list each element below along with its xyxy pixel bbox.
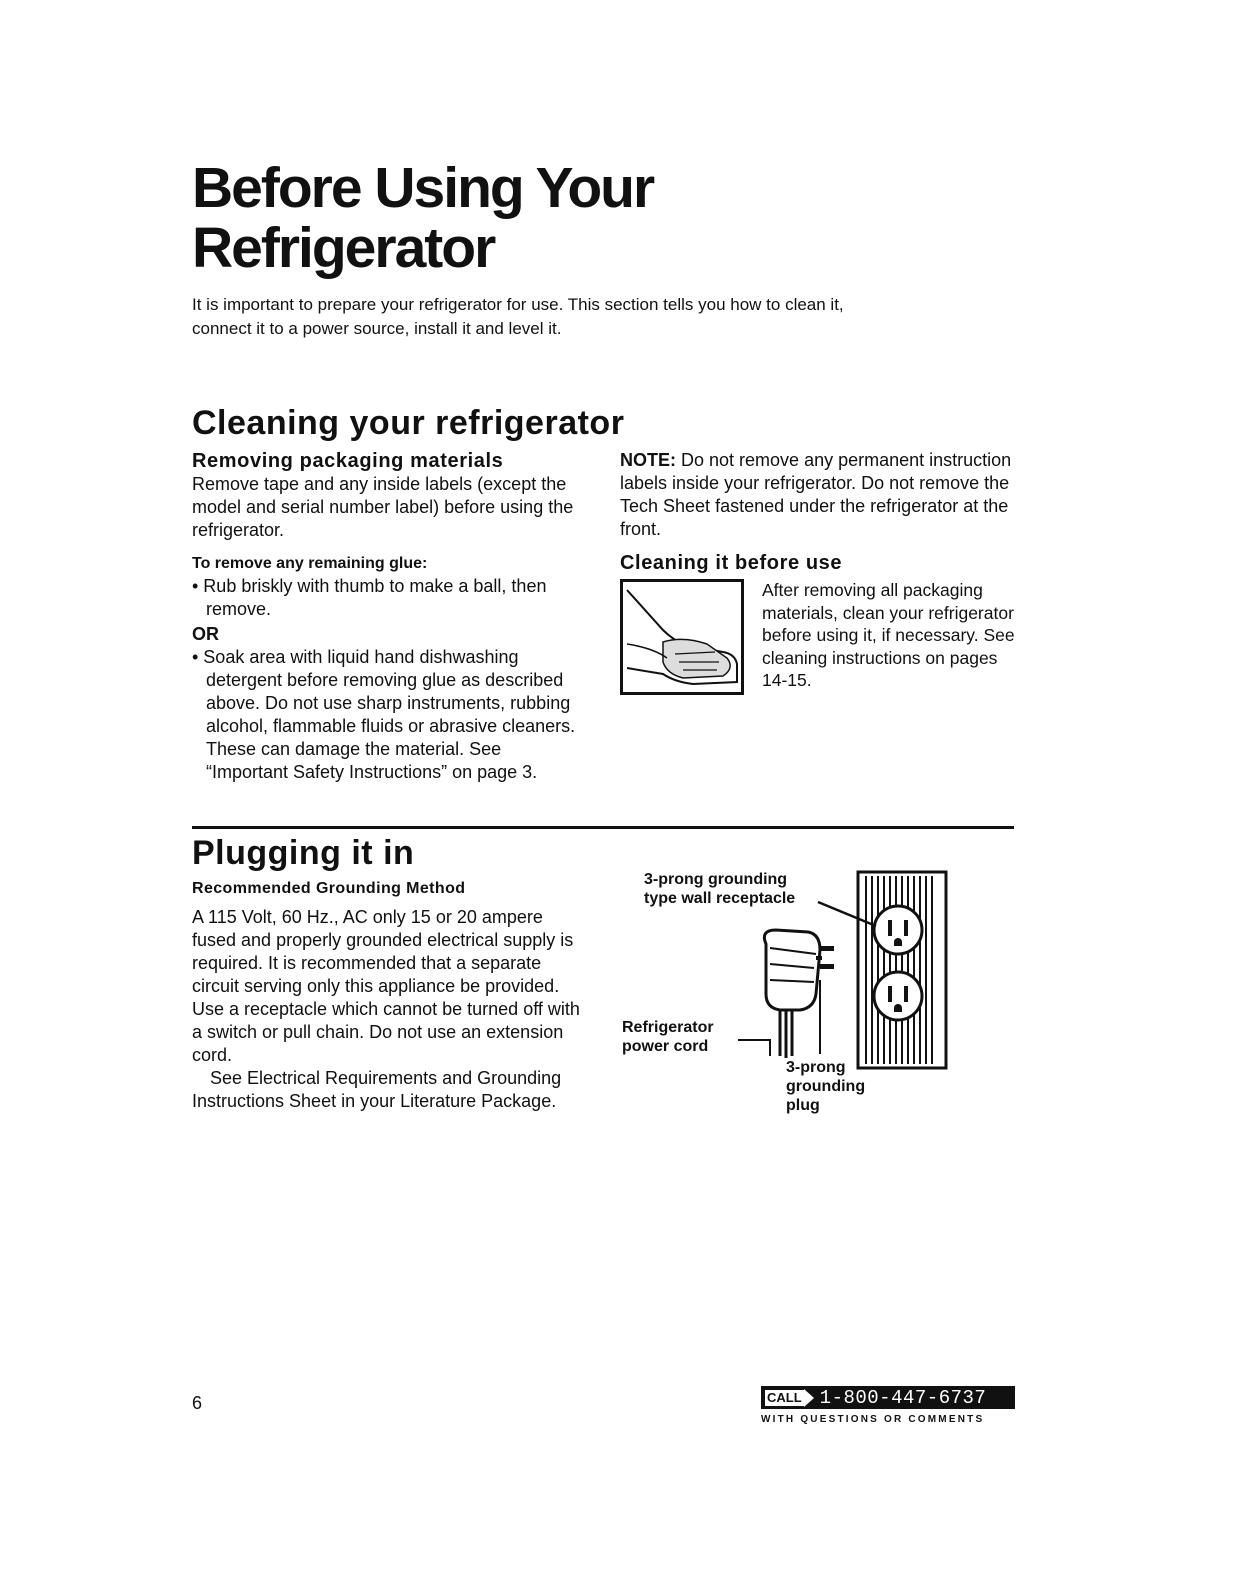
- glue-bullet-1: • Rub briskly with thumb to make a ball, then remove.: [192, 576, 547, 619]
- before-use-row: [620, 579, 1015, 695]
- grounding-diagram: [620, 860, 1020, 1130]
- call-arrow-icon: [804, 1389, 814, 1407]
- plugging-column: [192, 877, 587, 1113]
- receptacle-label-line-1: 3-prong grounding: [644, 871, 788, 888]
- title-line-1: Before Using Your: [192, 156, 654, 220]
- cord-label-line-2: power cord: [622, 1038, 709, 1055]
- cleaning-heading: Cleaning your refrigerator: [192, 404, 625, 442]
- section-divider: [192, 826, 1014, 829]
- packaging-heading: Removing packaging materials: [192, 450, 504, 472]
- intro-line-1: It is important to prepare your refrigerator for use. This section tells you how to clean it,: [192, 295, 844, 314]
- intro-line-2: connect it to a power source, install it and level it.: [192, 319, 562, 338]
- call-label: CALL: [764, 1389, 805, 1407]
- plug-label-line-2: grounding: [786, 1078, 866, 1095]
- call-badge: [761, 1386, 1015, 1409]
- cleaning-hand-illustration: [620, 579, 744, 695]
- before-use-text: After removing all packaging materials, clean your refrigerator before using it, if necessary. See cleaning instructions on pages 14-15.: [762, 580, 1015, 690]
- intro-paragraph: [192, 293, 992, 341]
- or-label: OR: [192, 624, 219, 644]
- note-text: Do not remove any permanent instruction labels inside your refrigerator. Do not remove the Tech Sheet fastened under the refrigerator at the front.: [620, 450, 1012, 539]
- before-use-heading: Cleaning it before use: [620, 552, 843, 574]
- questions-tagline: WITH QUESTIONS OR COMMENTS: [761, 1414, 985, 1425]
- note-column: [620, 449, 1015, 695]
- title-line-2: Refrigerator: [192, 216, 495, 280]
- page-number: 6: [192, 1393, 203, 1413]
- phone-number: 1-800-447-6737: [819, 1386, 987, 1409]
- plug-label-line-3: plug: [786, 1097, 820, 1114]
- glue-heading: To remove any remaining glue:: [192, 555, 428, 572]
- packaging-text: Remove tape and any inside labels (except the model and serial number label) before using the refrigerator.: [192, 474, 574, 540]
- grounding-text: A 115 Volt, 60 Hz., AC only 15 or 20 ampere fused and properly grounded electrical supply is required. It is recommended that a separate circuit serving only this appliance be provided. Use a receptacle which cannot be turned off with a switch or pull chain. Do not use an extension cord.: [192, 907, 580, 1065]
- cord-label-line-1: Refrigerator: [622, 1019, 714, 1036]
- glue-bullet-2: • Soak area with liquid hand dishwashing detergent before removing glue as described above. Do not use sharp instruments, rubbing alcohol, flammable fluids or abrasive cleaners. These can damage the material. See “Important Safety Instructions” on page 3.: [192, 647, 576, 782]
- note-paragraph: [620, 449, 1015, 541]
- packaging-column: [192, 449, 587, 784]
- plugging-heading: Plugging it in: [192, 834, 415, 872]
- literature-text: See Electrical Requirements and Grounding Instructions Sheet in your Literature Package.: [192, 1068, 562, 1111]
- note-label: NOTE:: [620, 450, 676, 470]
- page-title: [192, 158, 653, 278]
- wiping-hand-icon: [623, 582, 741, 692]
- plug-label-line-1: 3-prong: [786, 1059, 846, 1076]
- receptacle-label-line-2: type wall receptacle: [644, 890, 796, 907]
- outlet-plug-icon: [620, 860, 1020, 1130]
- grounding-subheading: Recommended Grounding Method: [192, 880, 466, 897]
